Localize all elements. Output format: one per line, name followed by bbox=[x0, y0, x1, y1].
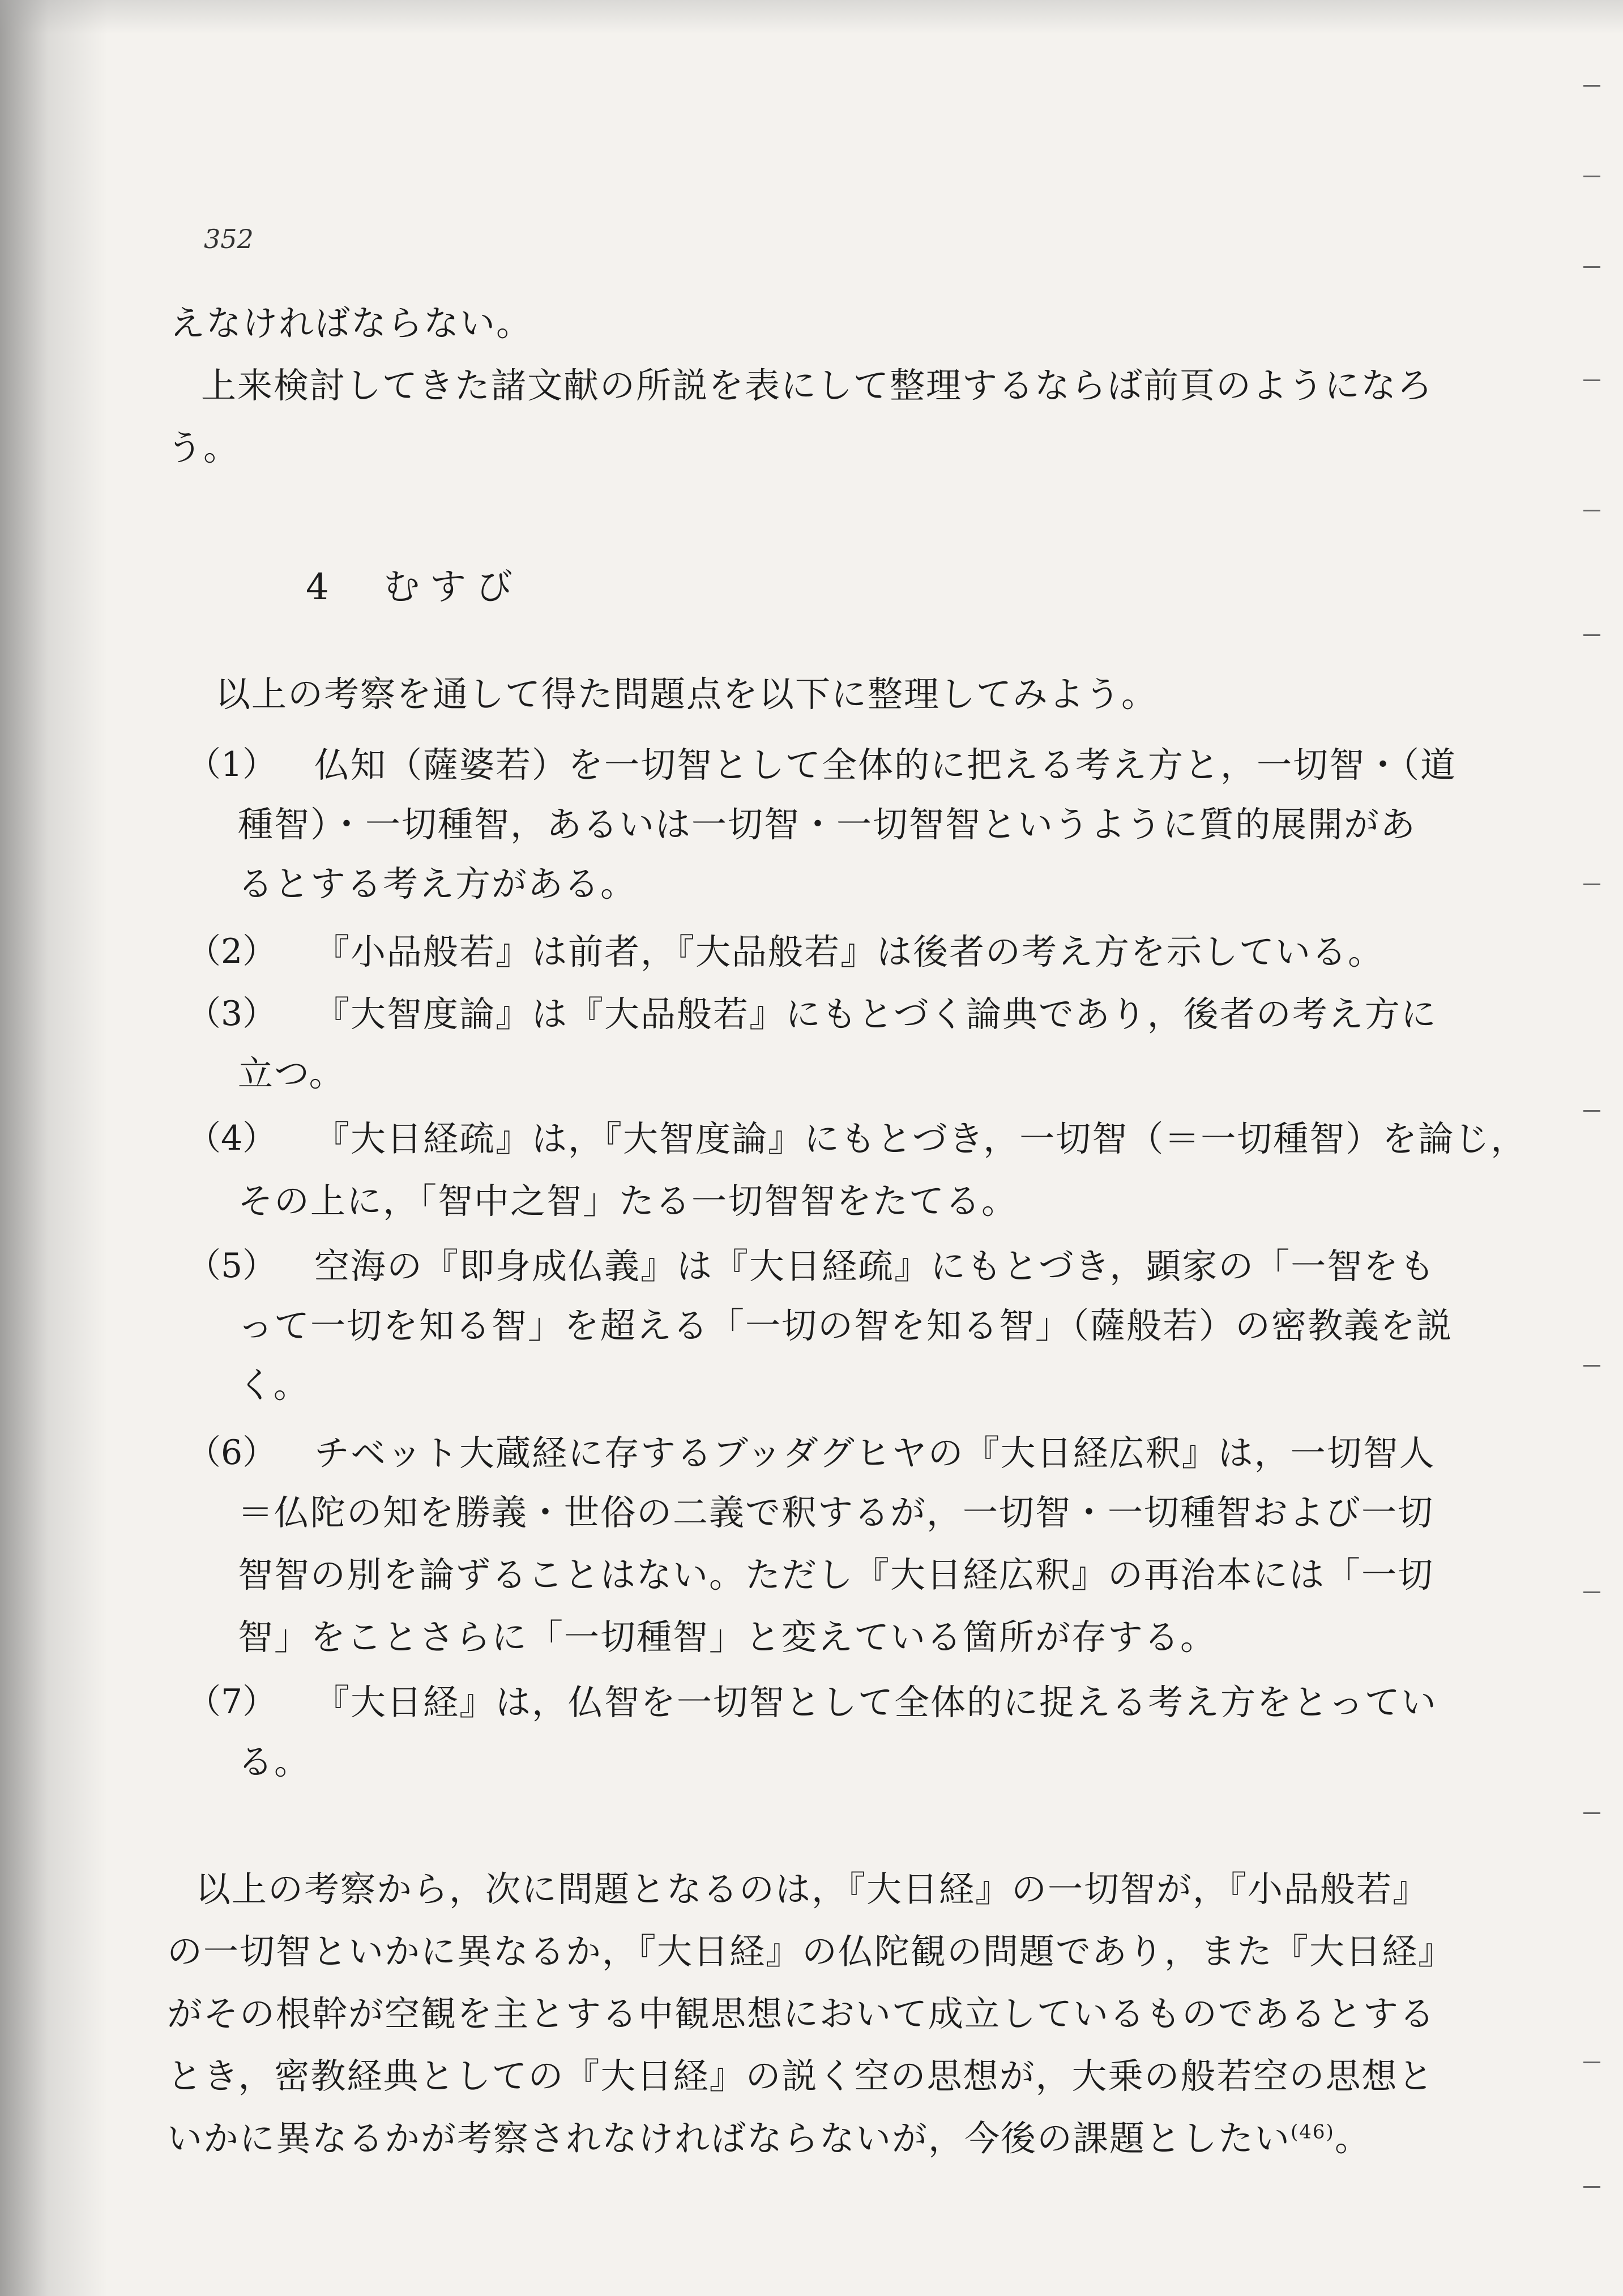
intro-line: う。 bbox=[167, 427, 240, 468]
intro-line: えなければならない。 bbox=[170, 302, 533, 344]
edge-mark bbox=[1583, 634, 1600, 636]
edge-mark bbox=[1583, 176, 1600, 177]
intro-line: 上来検討してきた諸文献の所説を表にして整理するならば前頁のようになろ bbox=[201, 365, 1434, 406]
list-item-line: 智智の別を論ずることはない。ただし『大日経広釈』の再治本には「一切 bbox=[238, 1554, 1434, 1595]
edge-mark bbox=[1583, 884, 1600, 885]
list-item-line: 『小品般若』は前者，『大品般若』は後者の考え方を示している。 bbox=[314, 931, 1385, 972]
edge-mark bbox=[1583, 2186, 1600, 2188]
edge-mark bbox=[1583, 1591, 1600, 1593]
conclusion-last-text: いかに異なるかが考察されなければならないが，今後の課題としたい bbox=[167, 2118, 1291, 2159]
list-item-number: （4） bbox=[187, 1119, 277, 1158]
list-item-line: 種智）・一切種智，あるいは一切智・一切智智というように質的展開があ bbox=[238, 804, 1417, 845]
list-item-number: （1） bbox=[187, 745, 277, 784]
list-item-line: る。 bbox=[238, 1741, 311, 1782]
scan-top-shadow bbox=[0, 0, 1623, 34]
edge-mark bbox=[1583, 1110, 1600, 1112]
list-item-line: く。 bbox=[238, 1364, 310, 1406]
list-item-number: （2） bbox=[187, 932, 277, 971]
conclusion-line bbox=[167, 2118, 1371, 2159]
list-item-number: （7） bbox=[187, 1682, 277, 1722]
list-item-number: （6） bbox=[187, 1433, 277, 1473]
conclusion-line: がその根幹が空観を主とする中観思想において成立しているものであるとする bbox=[167, 1993, 1436, 2034]
summary-lead: 以上の考察を通して得た問題点を以下に整理してみよう。 bbox=[215, 673, 1158, 715]
edge-mark bbox=[1583, 85, 1600, 87]
list-item-line: って一切を知る智」を超える「一切の智を知る智」（薩般若）の密教義を説 bbox=[238, 1305, 1453, 1346]
list-item-line: 『大智度論』は『大品般若』にもとづく論典であり，後者の考え方に bbox=[314, 993, 1437, 1035]
section-heading bbox=[306, 558, 523, 610]
edge-mark bbox=[1583, 1812, 1600, 1814]
list-item-line: 『大日経疏』は，『大智度論』にもとづき，一切智（＝一切種智）を論じ， bbox=[314, 1118, 1527, 1159]
edge-mark bbox=[1583, 1365, 1600, 1367]
list-item-number: （5） bbox=[187, 1246, 277, 1286]
list-item-line: 『大日経』は，仏智を一切智として全体的に捉える考え方をとってい bbox=[314, 1682, 1437, 1723]
conclusion-line: 以上の考察から，次に問題となるのは，『大日経』の一切智が，『小品般若』 bbox=[195, 1868, 1429, 1910]
list-item-line: 智」をことさらに「一切種智」と変えている箇所が存する。 bbox=[238, 1616, 1217, 1658]
section-title: むすび bbox=[383, 566, 523, 608]
list-item-line: 空海の『即身成仏義』は『大日経疏』にもとづき，顕家の「一智をも bbox=[314, 1245, 1436, 1287]
list-item-line: チベット大蔵経に存するブッダグヒヤの『大日経広釈』は，一切智人 bbox=[314, 1432, 1436, 1474]
list-item-number: （3） bbox=[187, 994, 277, 1034]
edge-mark bbox=[1583, 510, 1600, 511]
footnote-marker: (46) bbox=[1291, 2120, 1335, 2144]
conclusion-line: の一切智といかに異なるか，『大日経』の仏陀観の問題であり，また『大日経』 bbox=[167, 1931, 1455, 1972]
list-item-line: その上に，「智中之智」たる一切智智をたてる。 bbox=[238, 1180, 1018, 1222]
edge-mark bbox=[1583, 266, 1600, 268]
edge-mark bbox=[1583, 2062, 1600, 2063]
page-number: 352 bbox=[204, 224, 254, 254]
conclusion-end-punct: 。 bbox=[1334, 2118, 1371, 2159]
section-number: 4 bbox=[306, 566, 339, 608]
list-item-line: るとする考え方がある。 bbox=[238, 863, 637, 904]
list-item-line: 立つ。 bbox=[238, 1053, 345, 1094]
list-item-line: ＝仏陀の知を勝義・世俗の二義で釈するが，一切智・一切種智および一切 bbox=[238, 1492, 1434, 1533]
edge-mark bbox=[1583, 379, 1600, 381]
list-item-line: 仏知（薩婆若）を一切智として全体的に把える考え方と，一切智・（道 bbox=[314, 744, 1457, 786]
conclusion-line: とき，密教経典としての『大日経』の説く空の思想が，大乗の般若空の思想と bbox=[167, 2055, 1434, 2097]
scan-shadow bbox=[0, 0, 108, 2296]
